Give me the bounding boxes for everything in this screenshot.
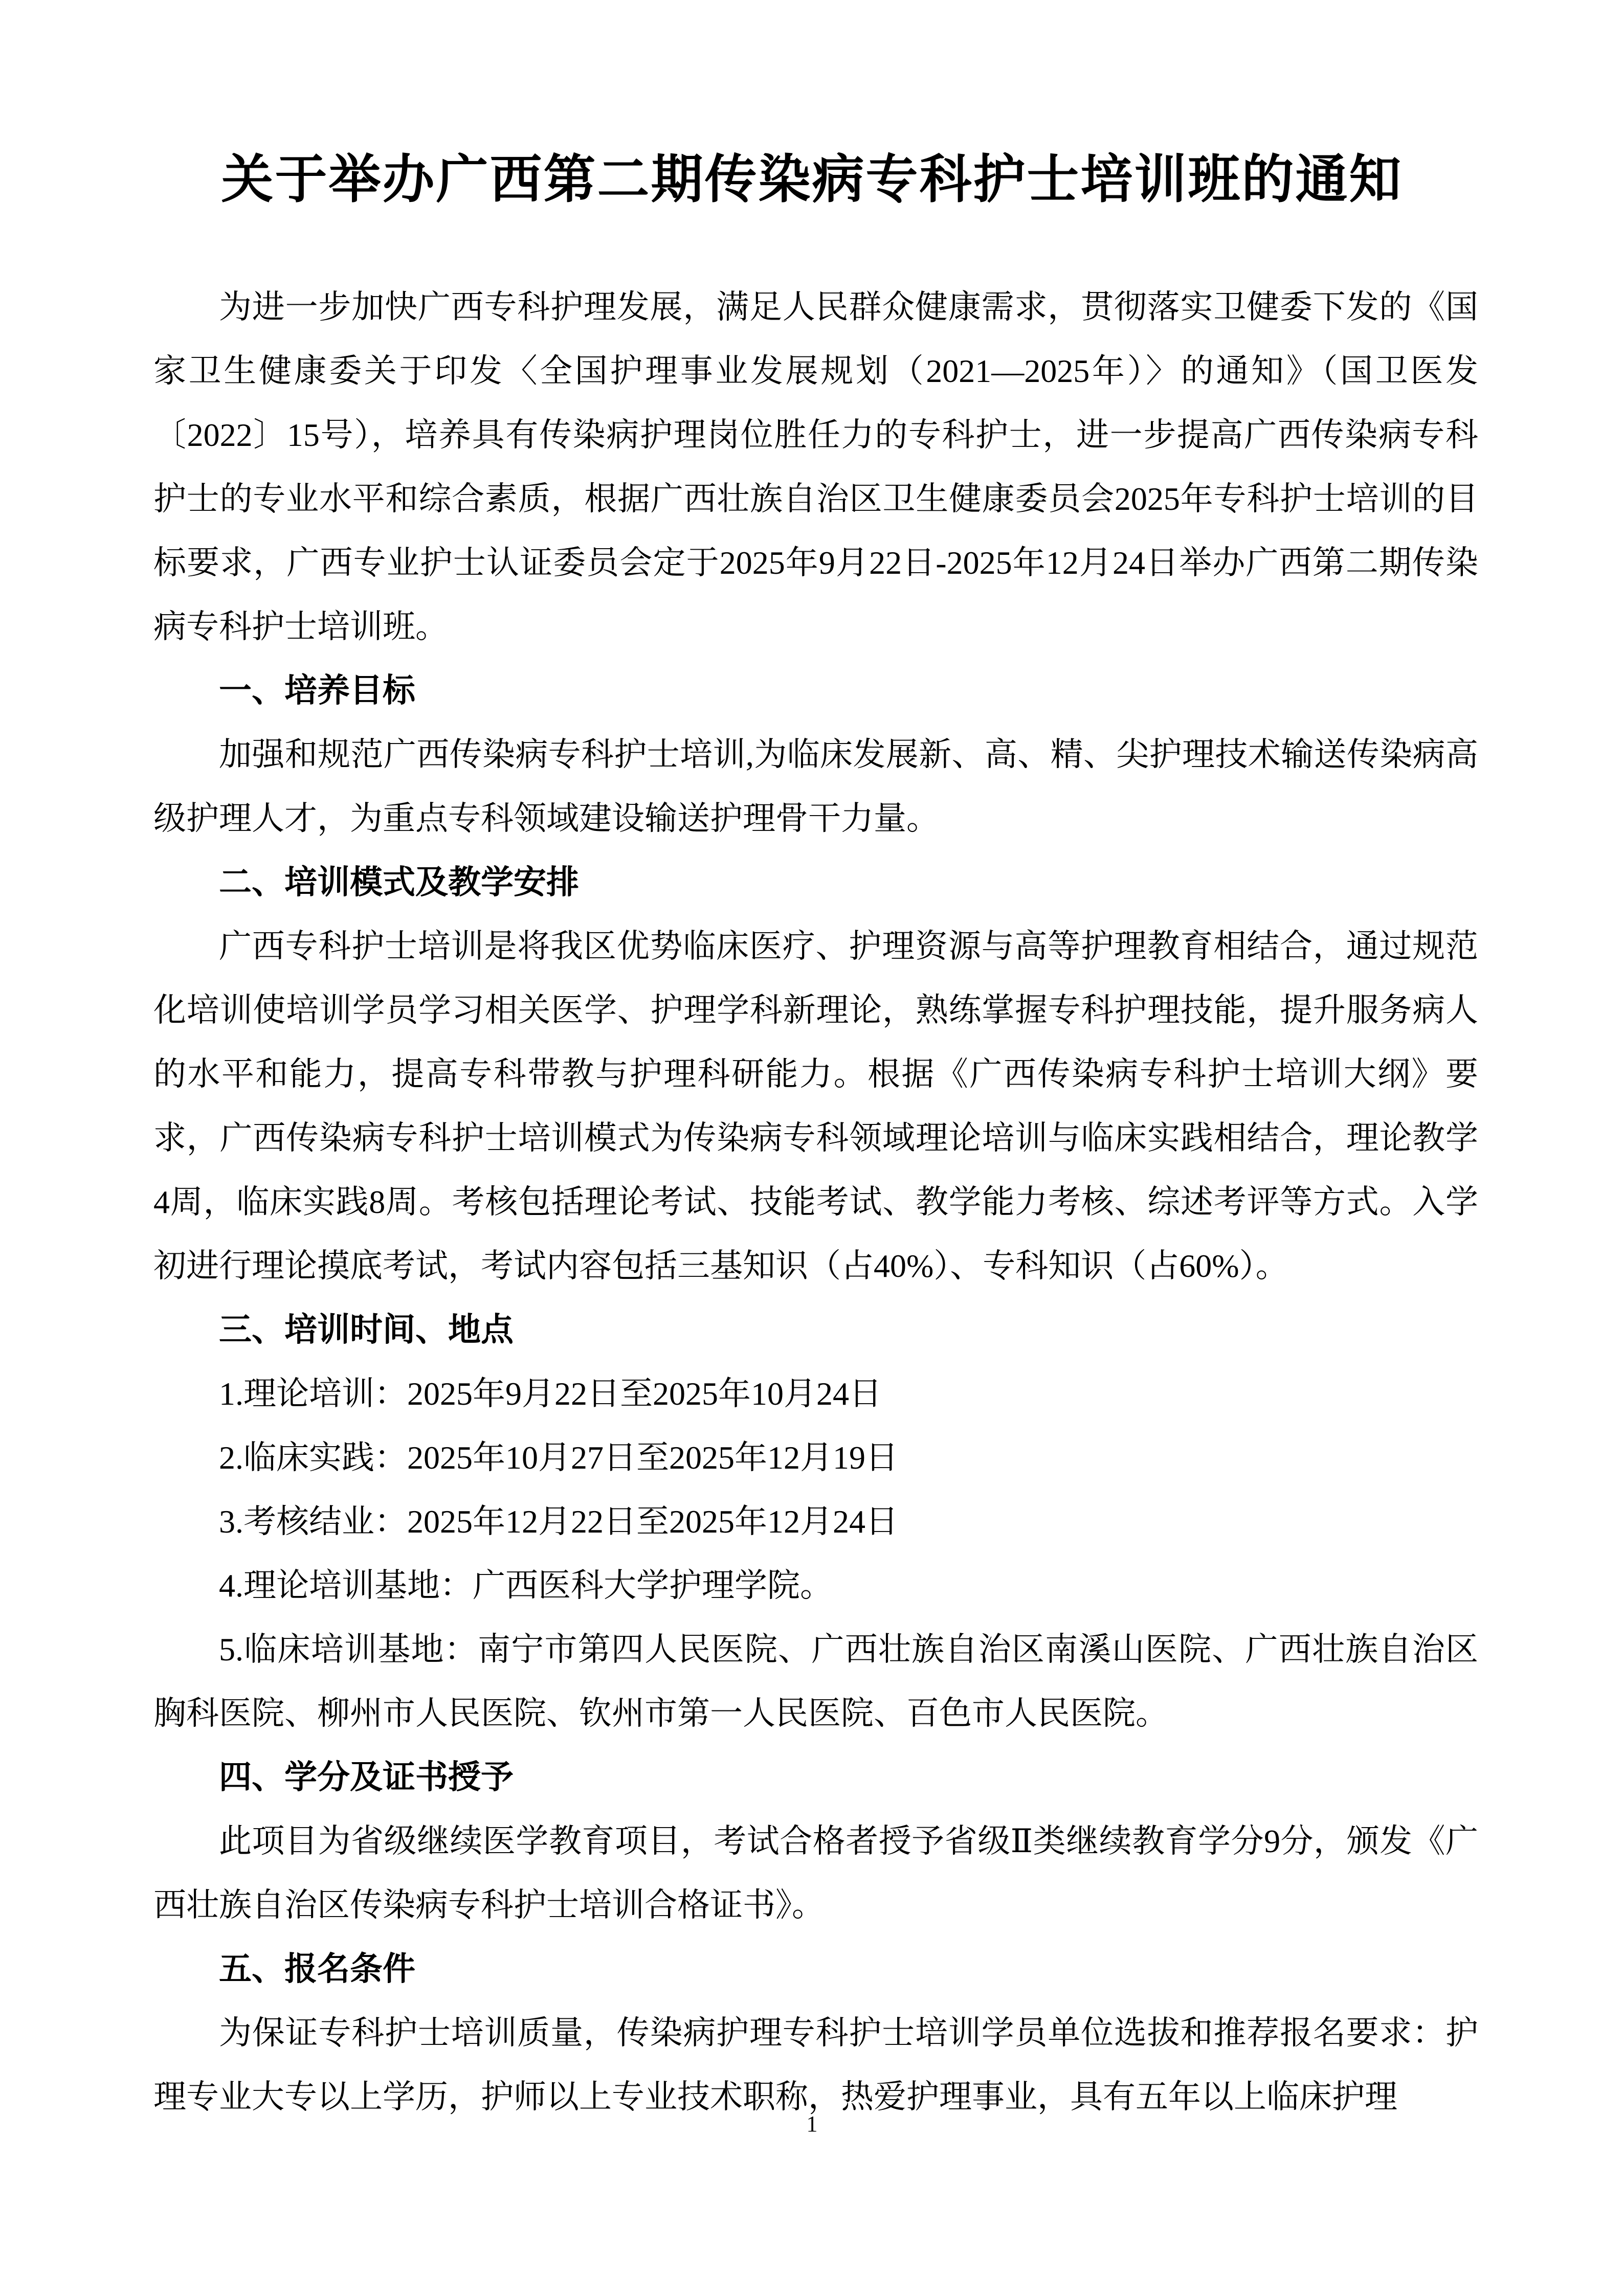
document-body: [153, 275, 1478, 2129]
paragraph-application-requirements: 为保证专科护士培训质量，传染病护理专科护士培训学员单位选拔和推荐报名要求：护理专业大专以上学历，护师以上专业技术职称，热爱护理事业，具有五年以上临床护理: [153, 2015, 1478, 2115]
section-heading-time-location: 三、培训时间、地点: [219, 1312, 514, 1348]
paragraph-credits-certificate: 此项目为省级继续医学教育项目，考试合格者授予省级Ⅱ类继续教育学分9分，颁发《广西壮族自治区传染病专科护士培训合格证书》。: [153, 1823, 1478, 1923]
section-heading-training-objectives: 一、培养目标: [219, 672, 415, 709]
section-heading-training-mode: 二、培训模式及教学安排: [219, 864, 579, 901]
intro-paragraph: 为进一步加快广西专科护理发展，满足人民群众健康需求，贯彻落实卫健委下发的《国家卫生健康委关于印发〈全国护理事业发展规划（2021—2025年）〉的通知》（国卫医发〔2022〕15号），培养具有传染病护理岗位胜任力的专科护士，进一步提高广西传染病专科护士的专业水平和综合素质，根据广西壮族自治区卫生健康委员会2025年专科护士培训的目标要求，广西专业护士认证委员会定于2025年9月22日-2025年12月24日举办广西第二期传染病专科护士培训班。: [153, 289, 1478, 645]
paragraph-training-objectives: 加强和规范广西传染病专科护士培训,为临床发展新、高、精、尖护理技术输送传染病高级护理人才，为重点专科领域建设输送护理骨干力量。: [153, 736, 1478, 837]
paragraph-training-mode: 广西专科护士培训是将我区优势临床医疗、护理资源与高等护理教育相结合，通过规范化培训使培训学员学习相关医学、护理学科新理论，熟练掌握专科护理技能，提升服务病人的水平和能力，提高专科带教与护理科研能力。根据《广西传染病专科护士培训大纲》要求，广西传染病专科护士培训模式为传染病专科领域理论培训与临床实践相结合，理论教学4周，临床实践8周。考核包括理论考试、技能考试、教学能力考核、综述考评等方式。入学初进行理论摸底考试，考试内容包括三基知识（占40%）、专科知识（占60%）。: [153, 928, 1478, 1284]
section-heading-application-requirements: 五、报名条件: [219, 1951, 415, 1987]
list-item-theory-training-dates: 1.理论培训：2025年9月22日至2025年10月24日: [219, 1376, 882, 1412]
section-heading-credits-certificate: 四、学分及证书授予: [219, 1759, 514, 1795]
list-item-clinical-practice-dates: 2.临床实践：2025年10月27日至2025年12月19日: [219, 1439, 898, 1476]
page-number: 1: [806, 2111, 818, 2136]
list-item-assessment-dates: 3.考核结业：2025年12月22日至2025年12月24日: [219, 1503, 898, 1540]
list-item-clinical-training-bases: 5.临床培训基地：南宁市第四人民医院、广西壮族自治区南溪山医院、广西壮族自治区胸科医院、柳州市人民医院、钦州市第一人民医院、百色市人民医院。: [153, 1631, 1478, 1731]
document-title: 关于举办广西第二期传染病专科护士培训班的通知: [221, 151, 1403, 209]
list-item-theory-training-base: 4.理论培训基地：广西医科大学护理学院。: [219, 1567, 833, 1604]
